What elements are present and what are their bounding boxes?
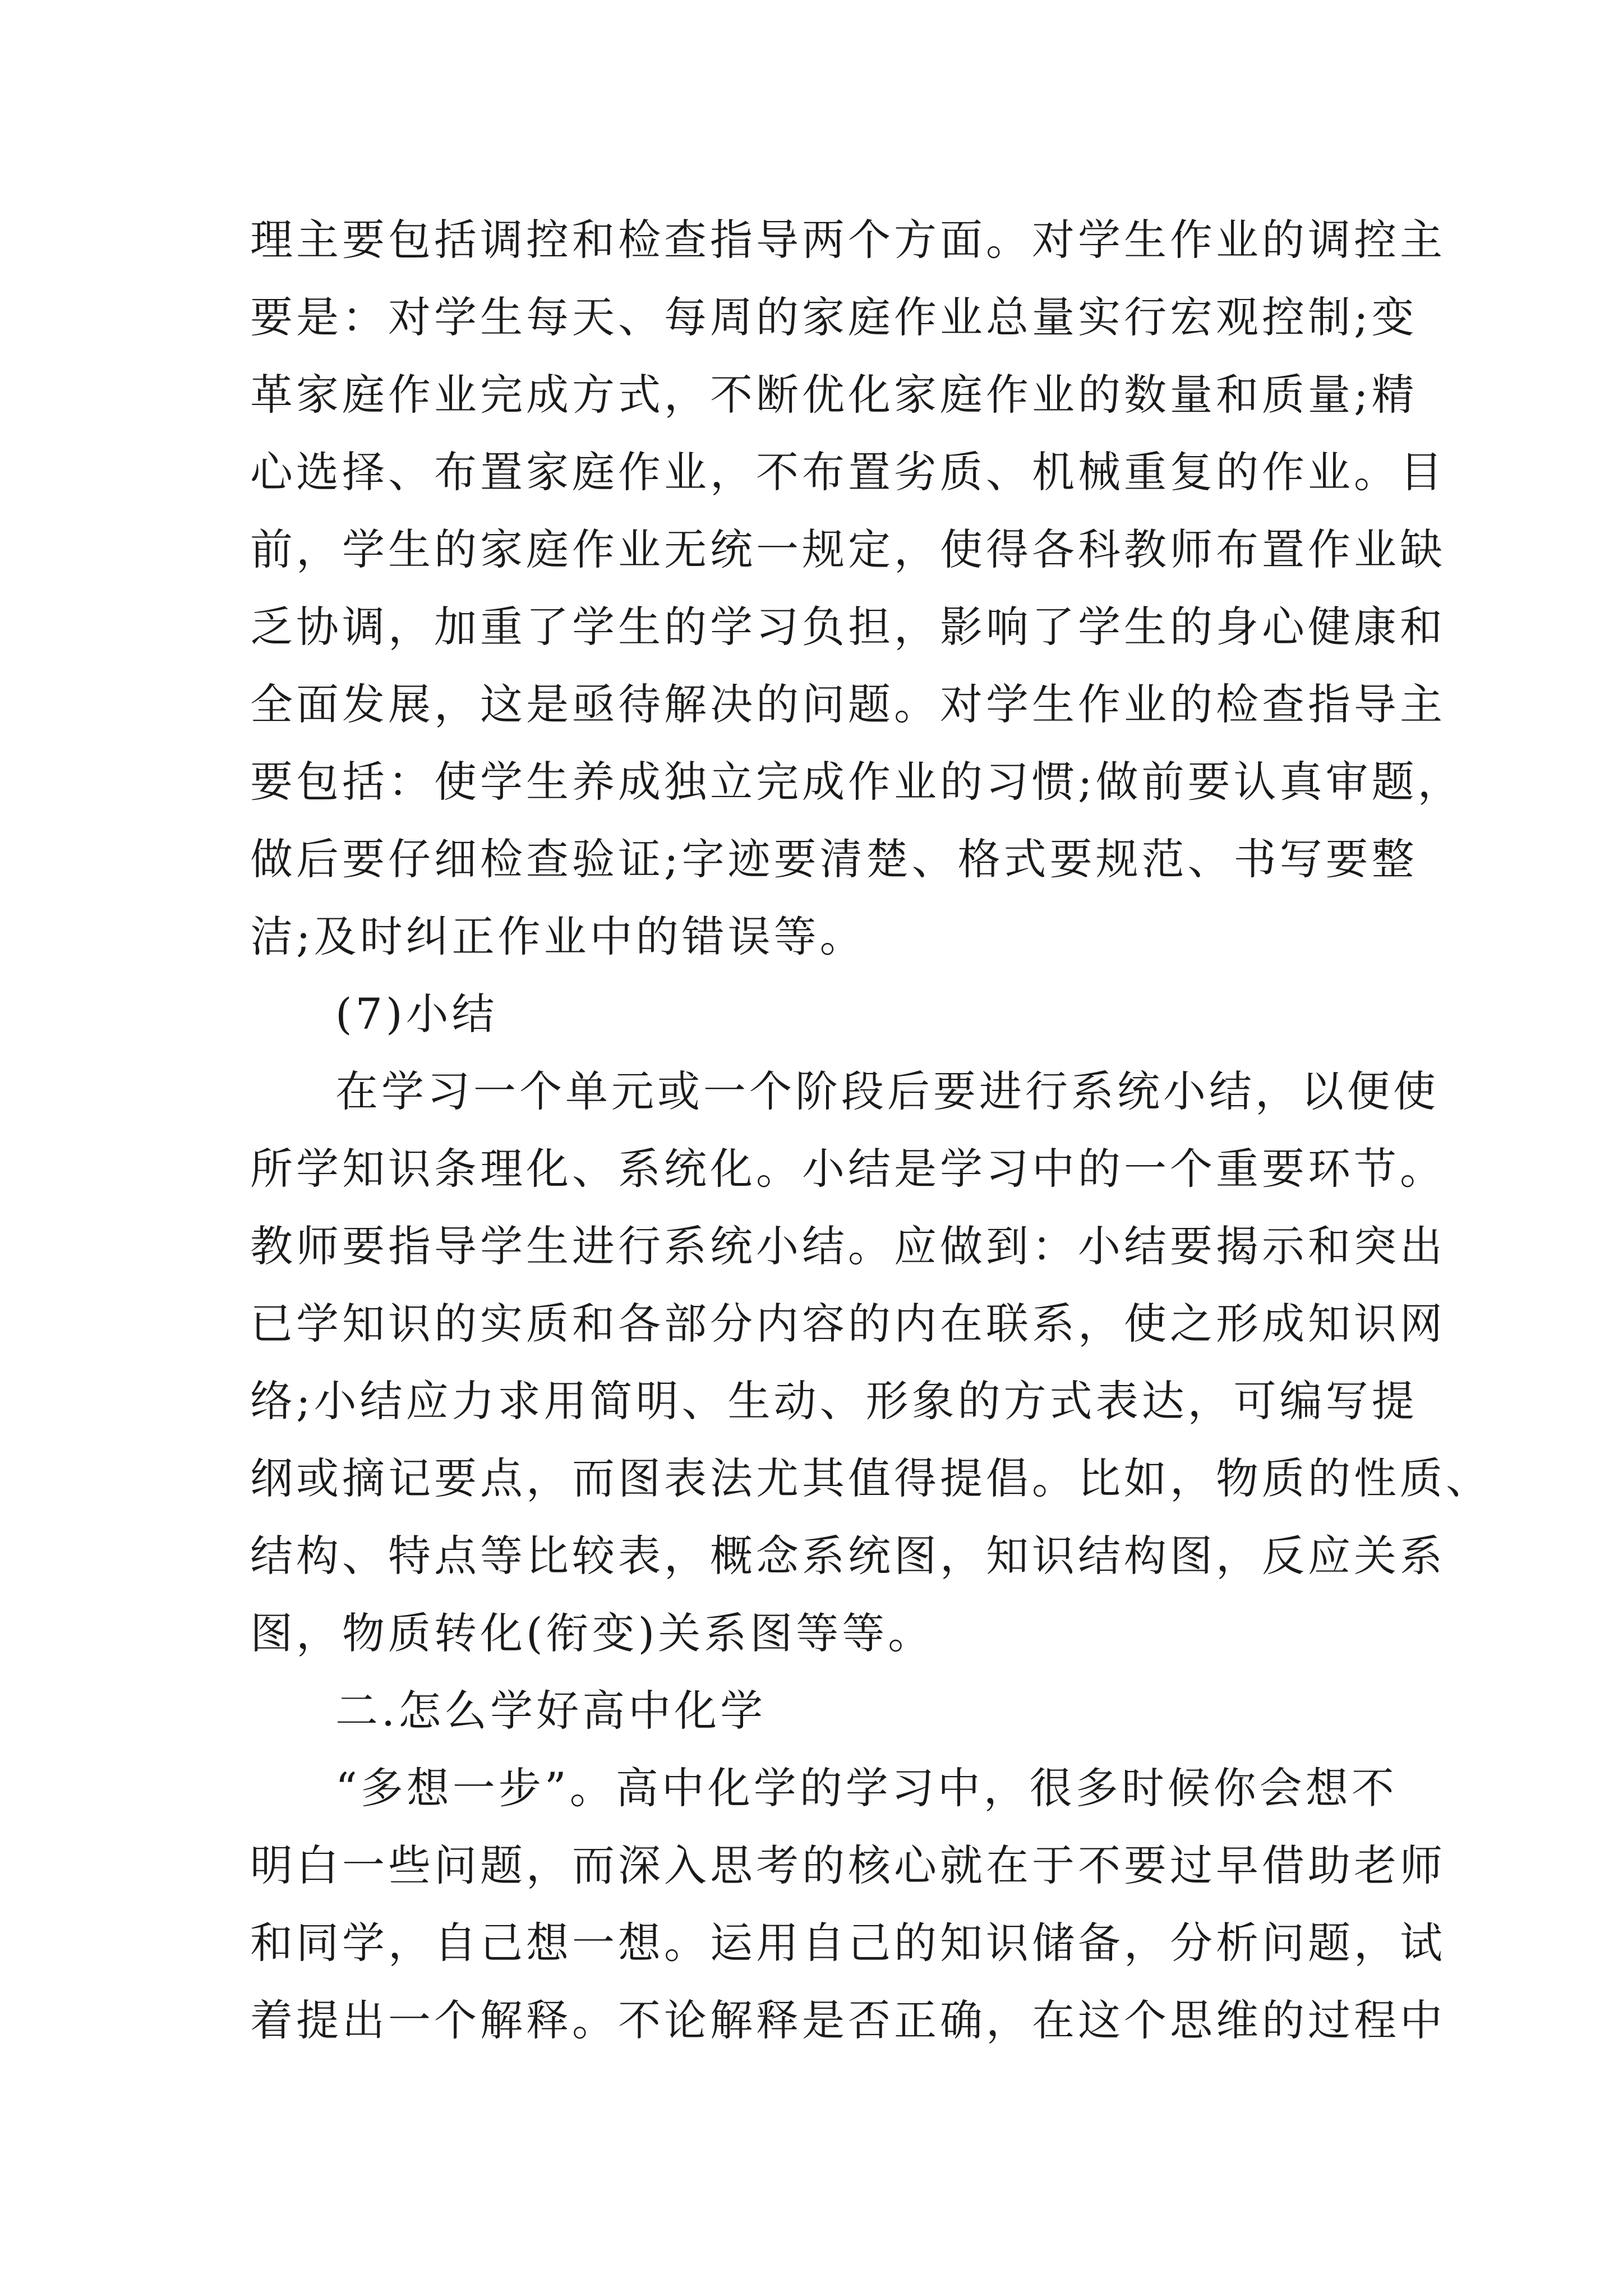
section-heading: (7)小结 xyxy=(335,989,498,1039)
text-line: 纲或摘记要点，而图表法尤其值得提倡。比如，物质的性质、 xyxy=(250,1453,1492,1503)
text-line: 图，物质转化(衔变)关系图等等。 xyxy=(250,1608,934,1658)
paragraph-start: “多想一步”。高中化学的学习中，很多时候你会想不 xyxy=(335,1763,1398,1813)
text-line: 心选择、布置家庭作业，不布置劣质、机械重复的作业。目 xyxy=(250,447,1446,497)
text-line: 革家庭作业完成方式，不断优化家庭作业的数量和质量;精 xyxy=(250,370,1418,420)
text-line: 着提出一个解释。不论解释是否正确，在这个思维的过程中 xyxy=(250,1995,1446,2045)
paragraph-start: 在学习一个单元或一个阶段后要进行系统小结，以便使 xyxy=(335,1066,1439,1116)
text-line: 教师要指导学生进行系统小结。应做到：小结要揭示和突出 xyxy=(250,1221,1446,1271)
text-line: 前，学生的家庭作业无统一规定，使得各科教师布置作业缺 xyxy=(250,524,1446,574)
text-line: 乏协调，加重了学生的学习负担，影响了学生的身心健康和 xyxy=(250,602,1446,652)
text-line: 明白一些问题，而深入思考的核心就在于不要过早借助老师 xyxy=(250,1841,1446,1890)
text-line: 全面发展，这是亟待解决的问题。对学生作业的检查指导主 xyxy=(250,679,1446,729)
section-heading: 二.怎么学好高中化学 xyxy=(335,1686,767,1736)
text-line: 要是：对学生每天、每周的家庭作业总量实行宏观控制;变 xyxy=(250,292,1418,342)
text-line: 和同学，自己想一想。运用自己的知识储备，分析问题，试 xyxy=(250,1918,1446,1968)
text-line: 已学知识的实质和各部分内容的内在联系，使之形成知识网 xyxy=(250,1299,1446,1349)
text-line: 做后要仔细检查验证;字迹要清楚、格式要规范、书写要整 xyxy=(250,834,1418,884)
text-line: 所学知识条理化、系统化。小结是学习中的一个重要环节。 xyxy=(250,1144,1446,1194)
text-line: 理主要包括调控和检查指导两个方面。对学生作业的调控主 xyxy=(250,215,1446,265)
text-line: 络;小结应力求用简明、生动、形象的方式表达，可编写提 xyxy=(250,1376,1418,1426)
text-line: 结构、特点等比较表，概念系统图，知识结构图，反应关系 xyxy=(250,1531,1446,1581)
text-line: 洁;及时纠正作业中的错误等。 xyxy=(250,912,866,961)
text-line: 要包括：使学生养成独立完成作业的习惯;做前要认真审题， xyxy=(250,757,1464,807)
